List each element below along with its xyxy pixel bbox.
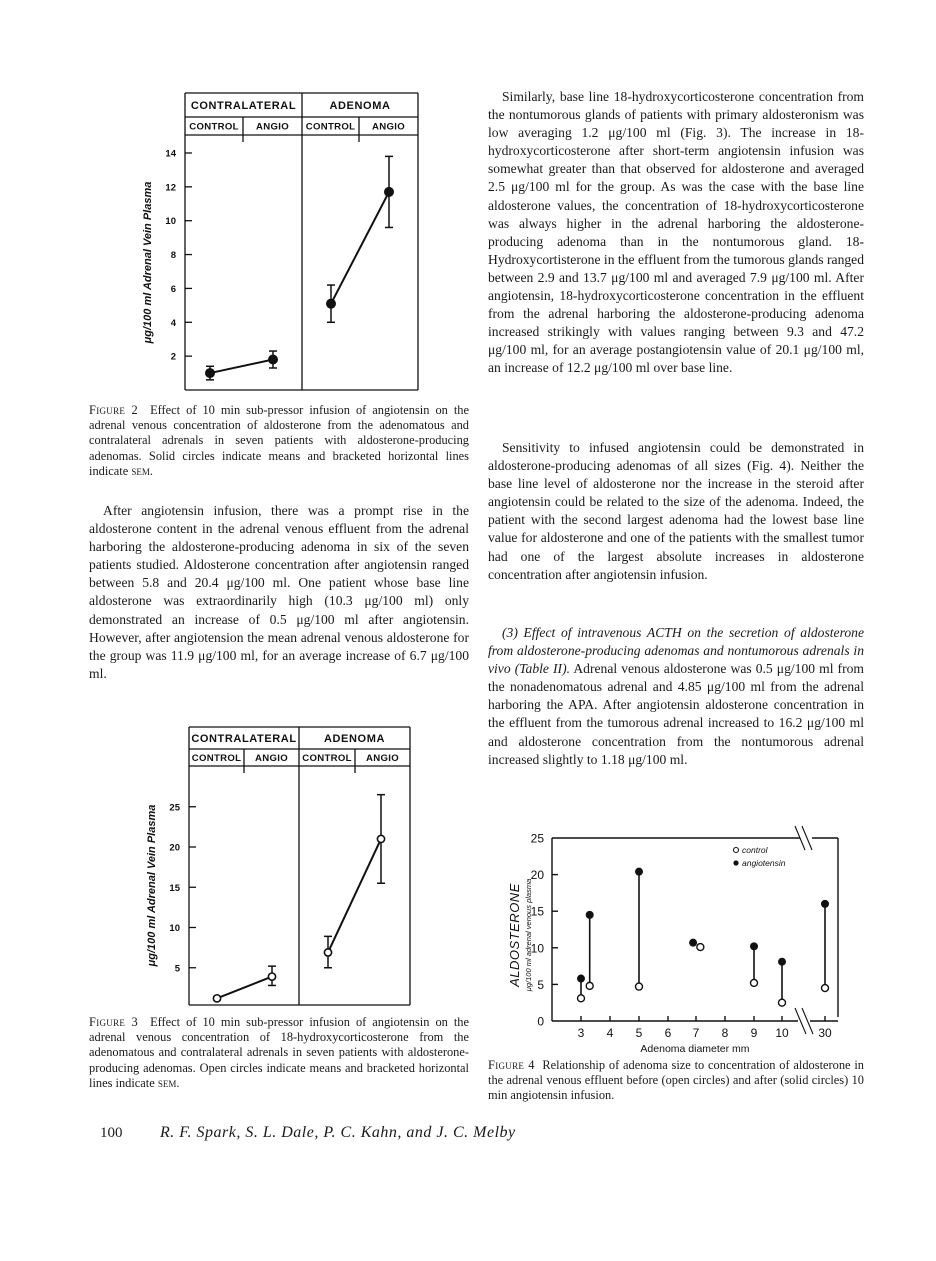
- category-header-control: CONTROL: [302, 753, 352, 764]
- category-header-control: CONTROL: [189, 121, 239, 133]
- group-header-adenoma: ADENOMA: [329, 100, 391, 112]
- figure-2-caption: [89, 403, 469, 479]
- data-point-angiotensin: [821, 900, 829, 908]
- data-point-control: [586, 982, 593, 989]
- figure-3-caption-label: Figure 3: [89, 1015, 139, 1029]
- author-line: R. F. Spark, S. L. Dale, P. C. Kahn, and J. C. Melby: [160, 1124, 516, 1141]
- figure-3-caption: [89, 1015, 469, 1091]
- data-point-control: [636, 983, 643, 990]
- group-header-adenoma: ADENOMA: [323, 733, 386, 745]
- data-point-control: [779, 999, 786, 1006]
- x-tick-label: 4: [606, 1026, 614, 1040]
- legend-marker-control: [734, 848, 739, 853]
- x-tick-label: 3: [577, 1026, 585, 1040]
- category-header-angio: ANGIO: [372, 121, 405, 133]
- x-axis-label: Adenoma diameter mm: [640, 1043, 750, 1055]
- y-axis-label: μg/100 ml Adrenal Vein Plasma: [146, 804, 158, 967]
- data-point-angiotensin: [586, 911, 594, 919]
- data-point-control: [578, 995, 585, 1002]
- group-header-contralateral: CONTRALATERAL: [190, 100, 297, 112]
- x-tick-label: 5: [635, 1026, 643, 1040]
- data-point-control: [751, 979, 758, 986]
- figure-3-caption-text: Effect of 10 min sub-pressor infusion of angiotensin on the adrenal venous concentration of 18-hydroxycorticosterone from the adenomatous and contralateral adrenals in seven patients with aldosterone-producing adenomas. Open circles indicate means and bracketed horizontal lines indicate: [89, 1015, 469, 1090]
- x-tick-label: 9: [750, 1026, 758, 1040]
- y-tick-label: 5: [537, 977, 544, 992]
- right-paragraph-1-text: Similarly, base line 18-hydroxycorticosterone concentration from the nontumorous glands of patients with primary aldosteronism was low averaging 1.2 μg/100 ml (Fig. 3). The increase in 18-hydroxycorticosterone after short-term angiotensin infusion was somewhat greater than that observed for aldosterone and averaged 2.5 μg/100 ml for the group. As was the case with the base line aldosterone values, the concentration of 18-hydroxycorticosterone was always higher in the adrenal harboring the aldosterone-producing adenoma than in the nontumorous gland. 18-Hydroxycortisterone in the effluent from the tumorous glands ranged between 2.9 and 13.7 μg/100 ml and averaged 7.9 μg/100 ml. After angiotensin, 18-hydroxycorticosterone concentration in the effluent from the adrenal harboring the aldosterone-producing adenoma increased strikingly with values ranging between 9.3 and 47.2 μg/100 ml, for an average postangiotensin value of 20.1 μg/100 ml, an increase of 12.2 μg/100 ml over base line.: [488, 89, 864, 376]
- x-tick-label: 8: [721, 1026, 729, 1040]
- x-tick-label: 6: [664, 1026, 672, 1040]
- right-paragraph-1: [488, 88, 864, 378]
- y-tick-label: 20: [530, 868, 544, 883]
- x-tick-label: 30: [818, 1026, 832, 1040]
- figure-2-caption-label: Figure 2: [89, 403, 139, 417]
- right-paragraph-2: [488, 439, 864, 584]
- legend-label-angiotensin: angiotensin: [742, 858, 786, 868]
- figure-2-caption-text: Effect of 10 min sub-pressor infusion of angiotensin on the adrenal venous concentration of aldosterone from the adenomatous and contralateral adrenals in seven patients with aldosterone-producing adenomas. Solid circles indicate means and bracketed horizontal lines indicate: [89, 403, 469, 478]
- data-point-control: [822, 985, 829, 992]
- data-point-angiotensin: [750, 942, 758, 950]
- y-axis-label: μg/100 ml Adrenal Vein Plasma: [142, 181, 154, 344]
- y-axis-sublabel: μg/100 ml adrenal venous plasma: [524, 878, 533, 992]
- legend-marker-angiotensin: [733, 860, 738, 865]
- y-tick-label: 4: [170, 317, 176, 329]
- category-header-angio: ANGIO: [366, 753, 399, 764]
- category-header-angio: ANGIO: [255, 753, 288, 764]
- y-tick-label: 25: [169, 802, 180, 814]
- y-tick-label: 10: [530, 941, 544, 956]
- y-tick-label: 5: [174, 963, 180, 975]
- category-header-control: CONTROL: [305, 121, 356, 133]
- right-paragraph-2-text: Sensitivity to infused angiotensin could be demonstrated in aldosterone-producing adenomas of all sizes (Fig. 4). Neither the base line level of aldosterone nor the increase in the steroid after angiotensin could be related to the size of the adenoma. Indeed, the patient with the second largest adenoma had the lowest base line value for aldosterone and one of the patients with the smallest tumor had one of the largest absolute increases in aldosterone concentration after angiotensin infusion.: [488, 440, 864, 582]
- y-tick-label: 12: [165, 182, 176, 194]
- y-tick-label: 2: [170, 351, 176, 363]
- legend-label-control: control: [742, 845, 768, 855]
- data-point-angiotensin: [635, 868, 643, 876]
- y-tick-label: 6: [170, 283, 176, 295]
- figure-3-caption-abbr: sem.: [157, 1075, 180, 1090]
- data-point-angiotensin: [689, 939, 697, 947]
- right-paragraph-3: [488, 624, 864, 769]
- section-heading-acth: (3) Effect of intravenous ACTH on the secretion of aldosterone from aldosterone-producing adenomas and nontumorous adrenals in vivo (Table II).: [488, 625, 864, 677]
- y-tick-label: 25: [530, 831, 544, 846]
- figure-2-caption-abbr: sem.: [131, 463, 153, 478]
- category-header-control: CONTROL: [191, 753, 242, 764]
- y-tick-label: 15: [530, 904, 544, 919]
- y-tick-label: 14: [165, 148, 176, 160]
- left-paragraph-1-text: After angiotensin infusion, there was a prompt rise in the aldosterone content in the adrenal venous effluent from the adrenal harboring the aldosterone-producing adenoma in six of the seven patients studied. Aldosterone concentration after angiotensin ranged between 5.8 and 20.4 μg/100 ml. One patient whose base line aldosterone was extraordinarily high (10.3 μg/100 ml) only demonstrated an increase of 0.5 μg/100 ml after angiotensin. However, after angiotension the mean adrenal venous aldosterone for the group was 11.9 μg/100 ml, for an average increase of 6.7 μg/100 ml.: [89, 503, 469, 681]
- y-axis-label: ALDOSTERONE: [507, 883, 522, 987]
- category-header-angio: ANGIO: [256, 121, 289, 133]
- figure-4-caption-text: Relationship of adenoma size to concentration of aldosterone in the adrenal venous effluent before (open circles) and after (solid circles) 10 min angiotensin infusion.: [488, 1058, 864, 1103]
- y-tick-label: 15: [169, 882, 180, 894]
- x-tick-label: 7: [692, 1026, 700, 1040]
- data-point-angiotensin: [778, 958, 786, 966]
- y-tick-label: 10: [165, 216, 176, 228]
- data-point-control: [697, 944, 704, 951]
- y-tick-label: 10: [169, 923, 180, 934]
- y-tick-label: 20: [169, 842, 180, 854]
- figure-4-caption-label: Figure 4: [488, 1058, 535, 1072]
- page-footer: [100, 1124, 516, 1142]
- x-tick-label: 10: [775, 1026, 789, 1040]
- left-paragraph-1: [89, 502, 469, 683]
- data-point-angiotensin: [577, 975, 585, 983]
- y-tick-label: 0: [537, 1014, 544, 1029]
- group-header-contralateral: CONTRALATERAL: [191, 733, 297, 745]
- y-tick-label: 8: [170, 250, 176, 262]
- page-number: 100: [100, 1125, 123, 1141]
- right-paragraph-3-text: Adrenal venous aldosterone was 0.5 μg/100 ml from the nonadenomatous adrenal and 4.85 μg/100 ml from the adrenal harboring the APA. After angiotensin aldosterone concentration in the effluent from the tumorous adrenal increased to 16.2 μg/100 ml and aldosterone concentration from the nontumorous adrenal increased slightly to 1.18 μg/100 ml.: [488, 661, 864, 767]
- figure-4-caption: [488, 1058, 864, 1104]
